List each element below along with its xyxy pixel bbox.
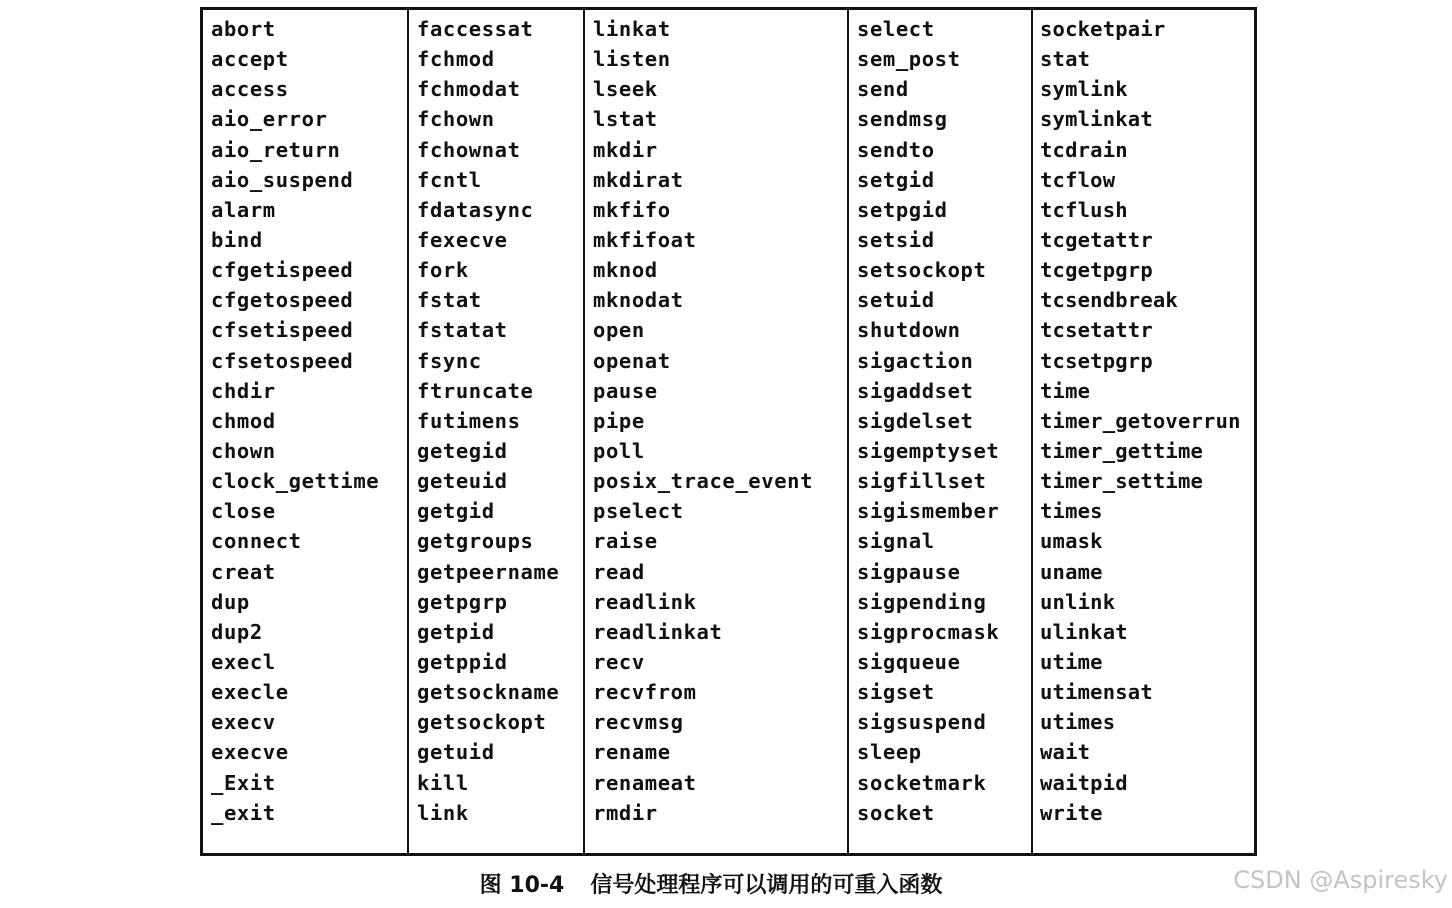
function-name-cell: access — [211, 77, 289, 102]
function-name-cell: abort — [211, 17, 276, 41]
function-name-cell: kill — [417, 770, 469, 795]
function-name-cell: fchownat — [417, 137, 521, 162]
function-name-cell: execv — [211, 710, 276, 735]
function-name-cell: fchmod — [417, 47, 495, 72]
function-name-cell: waitpid — [1040, 770, 1128, 795]
figure-number: 图 10-4 — [479, 873, 565, 898]
function-name-cell: sigsuspend — [857, 710, 987, 735]
function-name-cell: geteuid — [417, 469, 508, 494]
function-name-cell: chown — [211, 438, 276, 463]
function-name-cell: tcdrain — [1040, 137, 1128, 162]
function-name-cell: ftruncate — [417, 378, 534, 403]
function-name-cell: getegid — [417, 438, 508, 463]
function-name-cell: faccessat — [417, 17, 534, 41]
reentrant-functions-table — [200, 7, 1257, 856]
function-name-cell: sendmsg — [857, 107, 948, 132]
function-name-cell: sigqueue — [857, 649, 961, 674]
function-name-cell: open — [593, 318, 645, 343]
function-name-cell: poll — [593, 438, 645, 463]
function-name-cell: setpgid — [857, 197, 948, 222]
figure-caption-text: 信号处理程序可以调用的可重入函数 — [590, 873, 943, 898]
function-name-cell: timer_getoverrun — [1040, 408, 1241, 433]
function-name-cell: fchown — [417, 107, 495, 132]
function-name-cell: recvfrom — [593, 680, 697, 705]
function-name-cell: rename — [593, 740, 671, 765]
function-name-cell: umask — [1040, 529, 1103, 554]
function-name-cell: fork — [417, 258, 469, 283]
function-name-cell: pipe — [593, 408, 645, 433]
function-name-cell: utimes — [1040, 710, 1116, 735]
function-name-cell: aio_return — [211, 137, 341, 162]
function-name-cell: execve — [211, 740, 289, 765]
function-name-cell: sigismember — [857, 499, 1000, 524]
function-name-cell: sigdelset — [857, 408, 974, 433]
function-name-cell: creat — [211, 559, 276, 584]
function-name-cell: raise — [593, 529, 658, 554]
function-name-cell: mknodat — [593, 288, 684, 313]
function-name-cell: readlink — [593, 589, 697, 614]
function-name-cell: getpid — [417, 619, 495, 644]
function-name-cell: sigfillset — [857, 469, 987, 494]
function-name-cell: sigset — [857, 680, 935, 705]
function-name-cell: tcflush — [1040, 197, 1128, 222]
function-name-cell: getuid — [417, 740, 495, 765]
function-name-cell: execl — [211, 649, 276, 674]
table-column-5 — [1033, 10, 1254, 853]
function-name-cell: recvmsg — [593, 710, 684, 735]
function-name-cell: _Exit — [211, 770, 276, 795]
function-name-cell: setgid — [857, 167, 935, 192]
function-name-cell: fexecve — [417, 227, 508, 252]
table-column-2 — [409, 10, 585, 853]
function-name-cell: utimensat — [1040, 680, 1153, 705]
function-name-cell: dup — [211, 589, 250, 614]
function-name-cell: send — [857, 77, 909, 102]
function-name-cell: uname — [1040, 559, 1103, 584]
function-name-cell: sigemptyset — [857, 438, 1000, 463]
function-name-cell: mkfifo — [593, 197, 671, 222]
function-name-cell: fcntl — [417, 167, 482, 192]
function-name-cell: cfsetispeed — [211, 318, 354, 343]
function-name-cell: read — [593, 559, 645, 584]
function-name-cell: sigpending — [857, 589, 987, 614]
function-name-cell: sigpause — [857, 559, 961, 584]
function-name-cell: tcflow — [1040, 167, 1116, 192]
function-name-cell: mkdirat — [593, 167, 684, 192]
function-name-cell: aio_error — [211, 107, 328, 132]
function-name-cell: futimens — [417, 408, 521, 433]
function-name-cell: select — [857, 17, 935, 41]
function-name-cell: sigprocmask — [857, 619, 1000, 644]
function-name-cell: getsockname — [417, 680, 560, 705]
table-column-4 — [849, 10, 1033, 853]
function-name-cell: times — [1040, 499, 1103, 524]
function-name-cell: stat — [1040, 47, 1091, 72]
function-name-cell: lstat — [593, 107, 658, 132]
function-name-cell: dup2 — [211, 619, 263, 644]
function-name-cell: signal — [857, 529, 935, 554]
function-name-cell: alarm — [211, 197, 276, 222]
function-name-cell: tcsetpgrp — [1040, 348, 1153, 373]
function-name-cell: mkfifoat — [593, 227, 697, 252]
function-name-cell: unlink — [1040, 589, 1116, 614]
function-name-cell: socketpair — [1040, 17, 1166, 41]
function-name-cell: tcgetpgrp — [1040, 258, 1153, 283]
function-name-cell: connect — [211, 529, 302, 554]
function-name-cell: symlinkat — [1040, 107, 1153, 132]
function-name-cell: timer_gettime — [1040, 438, 1204, 463]
function-name-cell: sem_post — [857, 47, 961, 72]
function-name-cell: aio_suspend — [211, 167, 354, 192]
function-name-cell: posix_trace_event — [593, 469, 814, 494]
function-name-cell: bind — [211, 227, 263, 252]
function-name-cell: execle — [211, 680, 289, 705]
function-name-cell: renameat — [593, 770, 697, 795]
function-name-cell: sleep — [857, 740, 922, 765]
function-name-cell: setsid — [857, 227, 935, 252]
function-name-cell: link — [417, 800, 469, 825]
table-column-1 — [203, 10, 409, 853]
function-name-cell: fdatasync — [417, 197, 534, 222]
function-name-cell: getpeername — [417, 559, 560, 584]
function-name-cell: mknod — [593, 258, 658, 283]
function-name-cell: lseek — [593, 77, 658, 102]
function-name-cell: time — [1040, 378, 1091, 403]
function-name-cell: fchmodat — [417, 77, 521, 102]
function-name-cell: sigaddset — [857, 378, 974, 403]
function-name-cell: pause — [593, 378, 658, 403]
function-name-cell: chdir — [211, 378, 276, 403]
function-name-cell: sendto — [857, 137, 935, 162]
function-name-cell: setsockopt — [857, 258, 987, 283]
function-name-cell: getgroups — [417, 529, 534, 554]
function-name-cell: openat — [593, 348, 671, 373]
function-name-cell: shutdown — [857, 318, 961, 343]
function-name-cell: rmdir — [593, 800, 658, 825]
function-name-cell: _exit — [211, 800, 276, 825]
function-name-cell: setuid — [857, 288, 935, 313]
function-name-cell: clock_gettime — [211, 469, 380, 494]
function-name-cell: fstatat — [417, 318, 508, 343]
function-name-cell: listen — [593, 47, 671, 72]
function-name-cell: cfgetospeed — [211, 288, 354, 313]
function-name-cell: ulinkat — [1040, 619, 1128, 644]
function-name-cell: cfgetispeed — [211, 258, 354, 283]
function-name-cell: fsync — [417, 348, 482, 373]
function-name-cell: accept — [211, 47, 289, 72]
function-name-cell: tcsendbreak — [1040, 288, 1178, 313]
function-name-cell: recv — [593, 649, 645, 674]
function-name-cell: pselect — [593, 499, 684, 524]
function-name-cell: utime — [1040, 649, 1103, 674]
function-name-cell: mkdir — [593, 137, 658, 162]
function-name-cell: timer_settime — [1040, 469, 1204, 494]
function-name-cell: linkat — [593, 17, 671, 41]
function-name-cell: cfsetospeed — [211, 348, 354, 373]
function-name-cell: chmod — [211, 408, 276, 433]
function-name-cell: getgid — [417, 499, 495, 524]
function-name-cell: getppid — [417, 649, 508, 674]
function-name-cell: fstat — [417, 288, 482, 313]
function-name-cell: socketmark — [857, 770, 987, 795]
function-name-cell: socket — [857, 800, 935, 825]
function-name-cell: close — [211, 499, 276, 524]
csdn-watermark: CSDN @Aspiresky — [1233, 866, 1448, 894]
function-name-cell: tcgetattr — [1040, 227, 1153, 252]
function-name-cell: wait — [1040, 740, 1091, 765]
function-name-cell: tcsetattr — [1040, 318, 1153, 343]
table-column-3 — [585, 10, 849, 853]
function-name-cell: getsockopt — [417, 710, 547, 735]
function-name-cell: symlink — [1040, 77, 1128, 102]
function-name-cell: sigaction — [857, 348, 974, 373]
function-name-cell: write — [1040, 800, 1103, 825]
function-name-cell: readlinkat — [593, 619, 723, 644]
function-name-cell: getpgrp — [417, 589, 508, 614]
